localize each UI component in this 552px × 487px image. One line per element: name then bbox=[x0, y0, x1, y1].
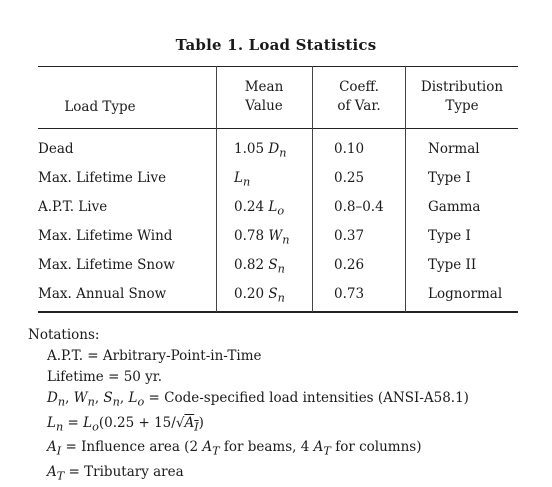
note-apt: A.P.T. = Arbitrary-Point-in-Time bbox=[47, 348, 262, 364]
row-distribution: Gamma bbox=[428, 199, 481, 215]
mean-coefficient: 0.78 bbox=[234, 228, 265, 244]
note-ln-formula: $L_n = L_o(0.25 + 15/√A_I)$ bbox=[47, 414, 204, 434]
header-coeff-of-var bbox=[316, 78, 402, 116]
mean-coefficient: 1.05 bbox=[234, 141, 265, 157]
mean-coefficient: 0.82 bbox=[234, 257, 265, 273]
row-load-type: Max. Lifetime Live bbox=[38, 170, 167, 186]
row-distribution: Type I bbox=[428, 170, 471, 186]
note-influence-text: = Influence area (2 bbox=[61, 439, 203, 456]
table-title: Table 1. Load Statistics bbox=[175, 36, 377, 54]
note-tributary-text: = Tributary area bbox=[64, 464, 184, 481]
header-rule bbox=[38, 128, 518, 129]
row-distribution: Type II bbox=[428, 257, 477, 273]
row-coeff-of-var: 0.73 bbox=[334, 286, 365, 302]
row-mean-value bbox=[234, 227, 290, 250]
note-influence-text-b: for beams, 4 bbox=[219, 439, 314, 456]
mean-symbol: L bbox=[268, 199, 278, 215]
mean-subscript: n bbox=[242, 175, 251, 189]
row-load-type: A.P.T. Live bbox=[38, 199, 108, 215]
header-dist-line1: Distribution bbox=[420, 79, 504, 95]
mean-coefficient: 0.20 bbox=[234, 286, 265, 302]
row-distribution: Type I bbox=[428, 228, 471, 244]
row-coeff-of-var: 0.26 bbox=[334, 257, 365, 273]
row-mean-value bbox=[234, 140, 286, 163]
note-influence-area: $A_I$ = Influence area (2 $A_T$ for beams, 4 $A_T$ for columns) bbox=[47, 439, 422, 459]
note-ln-formula-a: (0.25 + 15/ bbox=[98, 414, 176, 431]
mean-subscript: n bbox=[279, 146, 287, 160]
mean-coefficient: 0.24 bbox=[234, 199, 265, 215]
row-distribution: Lognormal bbox=[428, 286, 503, 302]
row-mean-value bbox=[234, 169, 250, 192]
row-mean-value bbox=[234, 198, 284, 221]
header-mean-value bbox=[222, 78, 306, 116]
mean-symbol: D bbox=[268, 141, 280, 157]
note-ln-formula-b: ) bbox=[198, 414, 204, 431]
mean-symbol: W bbox=[268, 228, 283, 244]
row-coeff-of-var: 0.37 bbox=[334, 228, 365, 244]
note-ln-equals: = bbox=[67, 414, 84, 431]
row-mean-value bbox=[234, 256, 285, 279]
mean-subscript: n bbox=[277, 291, 285, 305]
row-load-type: Max. Lifetime Wind bbox=[38, 228, 173, 244]
column-divider-3 bbox=[405, 66, 406, 312]
row-coeff-of-var: 0.10 bbox=[334, 141, 365, 157]
header-cov-line1: Coeff. bbox=[339, 79, 379, 95]
note-code-text: = Code-specified load intensities (ANSI-A58.1) bbox=[144, 390, 469, 406]
bottom-rule bbox=[38, 311, 518, 313]
note-tributary-area: $A_T$ = Tributary area bbox=[47, 464, 184, 483]
mean-subscript: n bbox=[282, 233, 290, 247]
mean-subscript: o bbox=[277, 204, 285, 218]
row-coeff-of-var: 0.25 bbox=[334, 170, 365, 186]
row-mean-value bbox=[234, 285, 285, 308]
row-load-type: Dead bbox=[38, 141, 74, 157]
mean-symbol: S bbox=[268, 257, 278, 273]
note-code-intensities: $D_n$, $W_n$, $S_n$, $L_o$ = Code-specified load intensities (ANSI-A58.1) bbox=[47, 390, 469, 409]
row-load-type: Max. Lifetime Snow bbox=[38, 257, 175, 273]
header-dist-line2: Type bbox=[445, 98, 479, 114]
header-mean-line2: Value bbox=[245, 98, 283, 114]
mean-subscript: n bbox=[277, 262, 285, 276]
header-distribution-type bbox=[410, 78, 514, 116]
header-mean-line1: Mean bbox=[244, 79, 284, 95]
note-lifetime: Lifetime = 50 yr. bbox=[47, 369, 163, 385]
column-divider-2 bbox=[312, 66, 313, 312]
header-load-type: Load Type bbox=[64, 99, 136, 115]
sqrt-symbol: √ bbox=[175, 414, 185, 431]
header-cov-line2: of Var. bbox=[337, 98, 381, 114]
notations-heading: Notations: bbox=[28, 327, 100, 343]
row-coeff-of-var: 0.8–0.4 bbox=[334, 199, 384, 215]
row-distribution: Normal bbox=[428, 141, 480, 157]
mean-symbol: S bbox=[268, 286, 278, 302]
mean-symbol: L bbox=[234, 170, 243, 186]
note-influence-text-c: for columns) bbox=[330, 439, 422, 456]
column-divider-1 bbox=[216, 66, 217, 312]
notations-block bbox=[28, 325, 469, 487]
top-rule bbox=[38, 66, 518, 67]
row-load-type: Max. Annual Snow bbox=[38, 286, 167, 302]
